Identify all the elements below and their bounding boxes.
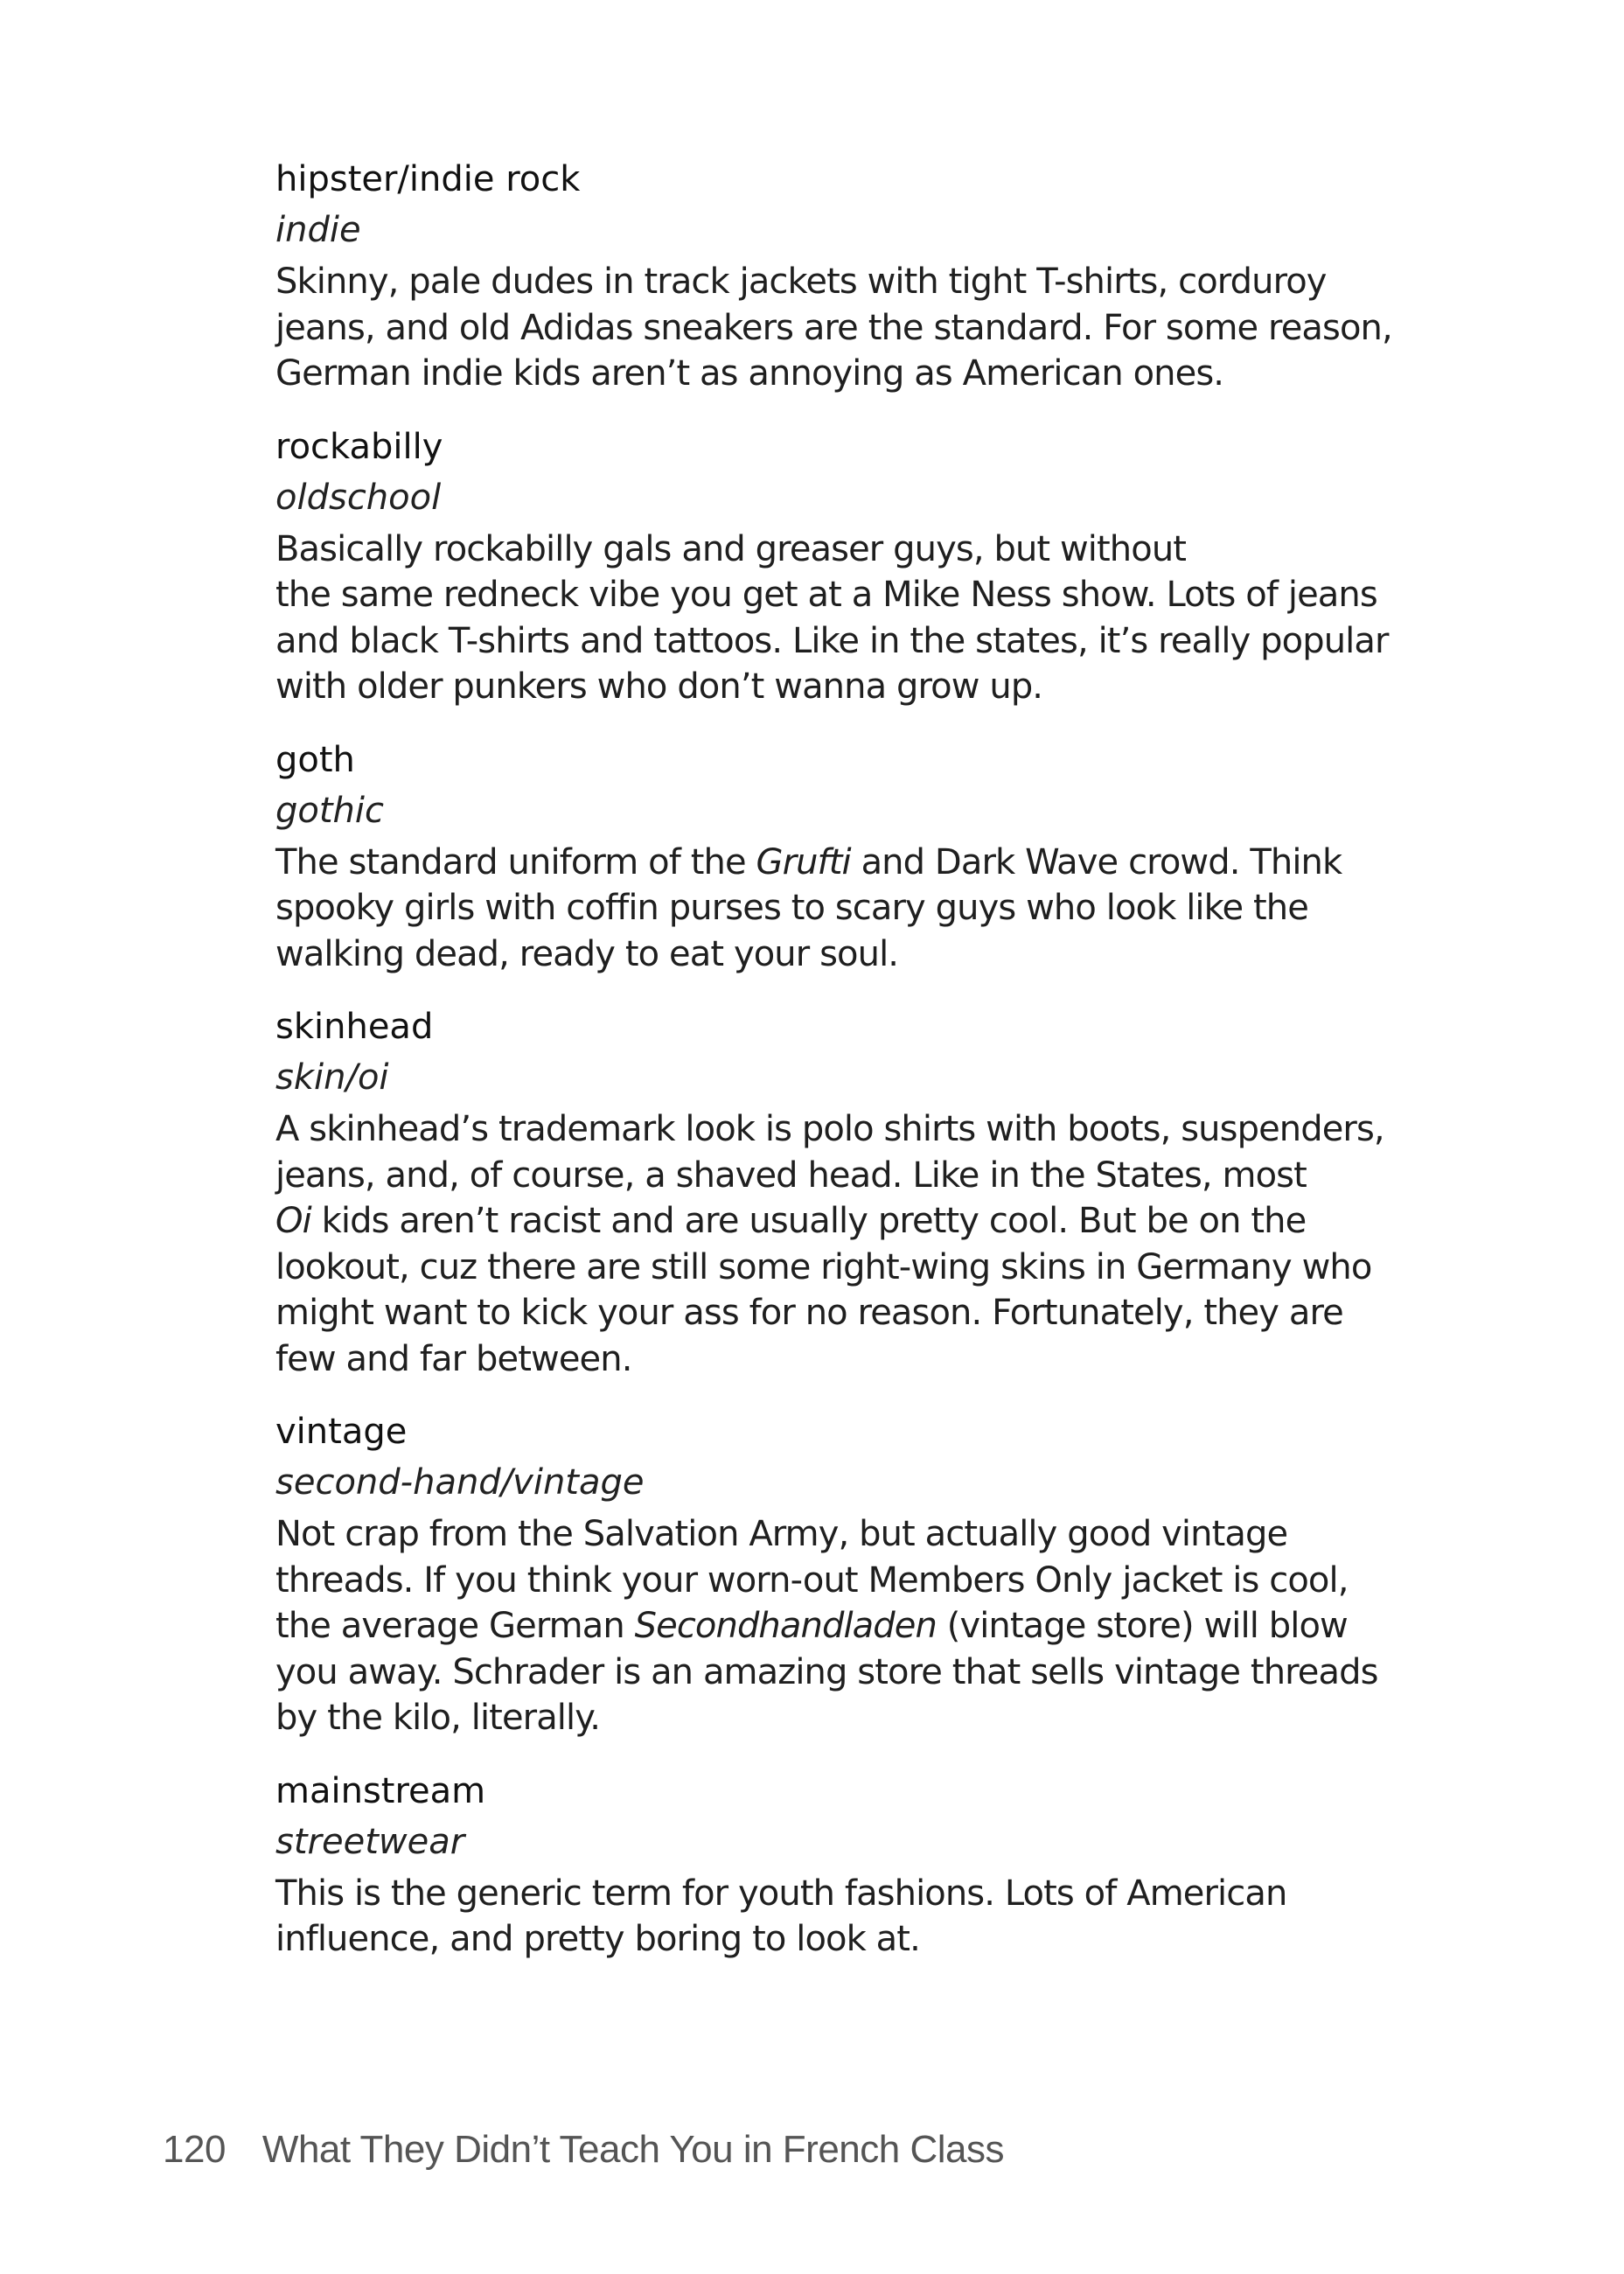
running-title: What They Didn’t Teach You in French Class (261, 2128, 1004, 2171)
text-run: The standard uniform of the (275, 841, 756, 882)
text-run: by the kilo, literally. (275, 1698, 601, 1738)
text-run: Skinny, pale dudes in track jackets with tight T-shirts, corduroy (275, 262, 1327, 302)
text-run: Basically rockabilly gals and greaser guys, but without (275, 528, 1187, 569)
text-run: and Dark Wave crowd. Think (850, 841, 1342, 882)
text-run: the average German (275, 1606, 635, 1646)
text-run: jeans, and, of course, a shaved head. Like in the States, most (275, 1154, 1307, 1196)
entry-description (275, 259, 1412, 397)
text-run: This is the generic term for youth fashions. Lots of American (275, 1873, 1287, 1914)
description-line (275, 885, 1412, 931)
text-run: the same redneck vibe you get at a Mike Ness show. Lots of jeans (275, 575, 1377, 615)
description-line (275, 1198, 1412, 1245)
text-run: (vintage store) will blow (936, 1606, 1348, 1646)
description-line (275, 1871, 1412, 1917)
description-line (275, 664, 1412, 710)
text-run: jeans, and old Adidas sneakers are the standard. For some reason, (275, 307, 1392, 348)
glossary-entry (275, 1406, 1412, 1741)
entry-term: skinhead (275, 1007, 434, 1047)
glossary-entry (275, 735, 1412, 978)
description-line (275, 351, 1412, 397)
text-run: lookout, cuz there are still some right-wing skins in Germany who (275, 1246, 1372, 1287)
text-run: and black T-shirts and tattoos. Like in the states, it’s really popular (275, 620, 1389, 661)
text-run: with older punkers who don’t wanna grow up. (275, 666, 1043, 707)
entry-description (275, 527, 1412, 710)
description-line (275, 1695, 1412, 1741)
text-run: kids aren’t racist and are usually pretty cool. But be on the (310, 1201, 1307, 1241)
text-run: influence, and pretty boring to look at. (275, 1919, 920, 1959)
text-run: A skinhead’s trademark look is polo shirts with boots, suspenders, (275, 1109, 1384, 1149)
description-line (275, 1106, 1412, 1153)
entry-translation: gothic (275, 790, 385, 831)
description-line (275, 1336, 1412, 1383)
text-run: German indie kids aren’t as annoying as American ones. (275, 353, 1224, 394)
description-line (275, 1603, 1412, 1650)
entry-description (275, 840, 1412, 978)
description-line (275, 572, 1412, 618)
text-run: few and far between. (275, 1338, 632, 1379)
entry-translation: skin/oi (275, 1057, 389, 1098)
description-line (275, 1290, 1412, 1336)
entry-term: mainstream (275, 1770, 486, 1811)
entry-description (275, 1511, 1412, 1741)
italic-term: Grufti (756, 841, 851, 882)
entry-translation: indie (275, 210, 361, 250)
description-line (275, 618, 1412, 665)
description-line (275, 840, 1412, 886)
text-run: threads. If you think your worn-out Members Only jacket is cool, (275, 1559, 1349, 1601)
description-line (275, 1511, 1412, 1558)
entry-term: vintage (275, 1412, 408, 1452)
description-line (275, 1153, 1412, 1199)
description-line (275, 1245, 1412, 1291)
glossary-content (275, 154, 1412, 1987)
glossary-entry (275, 422, 1412, 710)
description-line (275, 305, 1412, 352)
entry-translation: oldschool (275, 477, 442, 518)
entry-term: goth (275, 739, 355, 780)
entry-translation: streetwear (275, 1821, 465, 1862)
description-line (275, 259, 1412, 305)
description-line (275, 527, 1412, 573)
text-run: might want to kick your ass for no reason. Fortunately, they are (275, 1293, 1343, 1333)
glossary-entry (275, 1001, 1412, 1382)
glossary-entry (275, 1766, 1412, 1963)
text-run: you away. Schrader is an amazing store that sells vintage threads (275, 1651, 1378, 1692)
text-run: spooky girls with coffin purses to scary guys who look like the (275, 888, 1308, 928)
description-line (275, 1558, 1412, 1604)
entry-translation: second-hand/vintage (275, 1462, 645, 1503)
entry-description (275, 1871, 1412, 1963)
entry-term: rockabilly (275, 426, 443, 467)
description-line (275, 1916, 1412, 1963)
glossary-entry (275, 154, 1412, 397)
entry-description (275, 1106, 1412, 1382)
entry-term: hipster/indie rock (275, 159, 581, 199)
italic-term: Secondhandladen (634, 1606, 937, 1646)
description-line (275, 931, 1412, 978)
text-run: walking dead, ready to eat your soul. (275, 933, 899, 974)
text-run: Not crap from the Salvation Army, but actually good vintage (275, 1514, 1288, 1554)
page-footer (163, 2128, 1004, 2172)
description-line (275, 1650, 1412, 1696)
page-number: 120 (163, 2128, 226, 2171)
italic-term: Oi (275, 1201, 311, 1241)
